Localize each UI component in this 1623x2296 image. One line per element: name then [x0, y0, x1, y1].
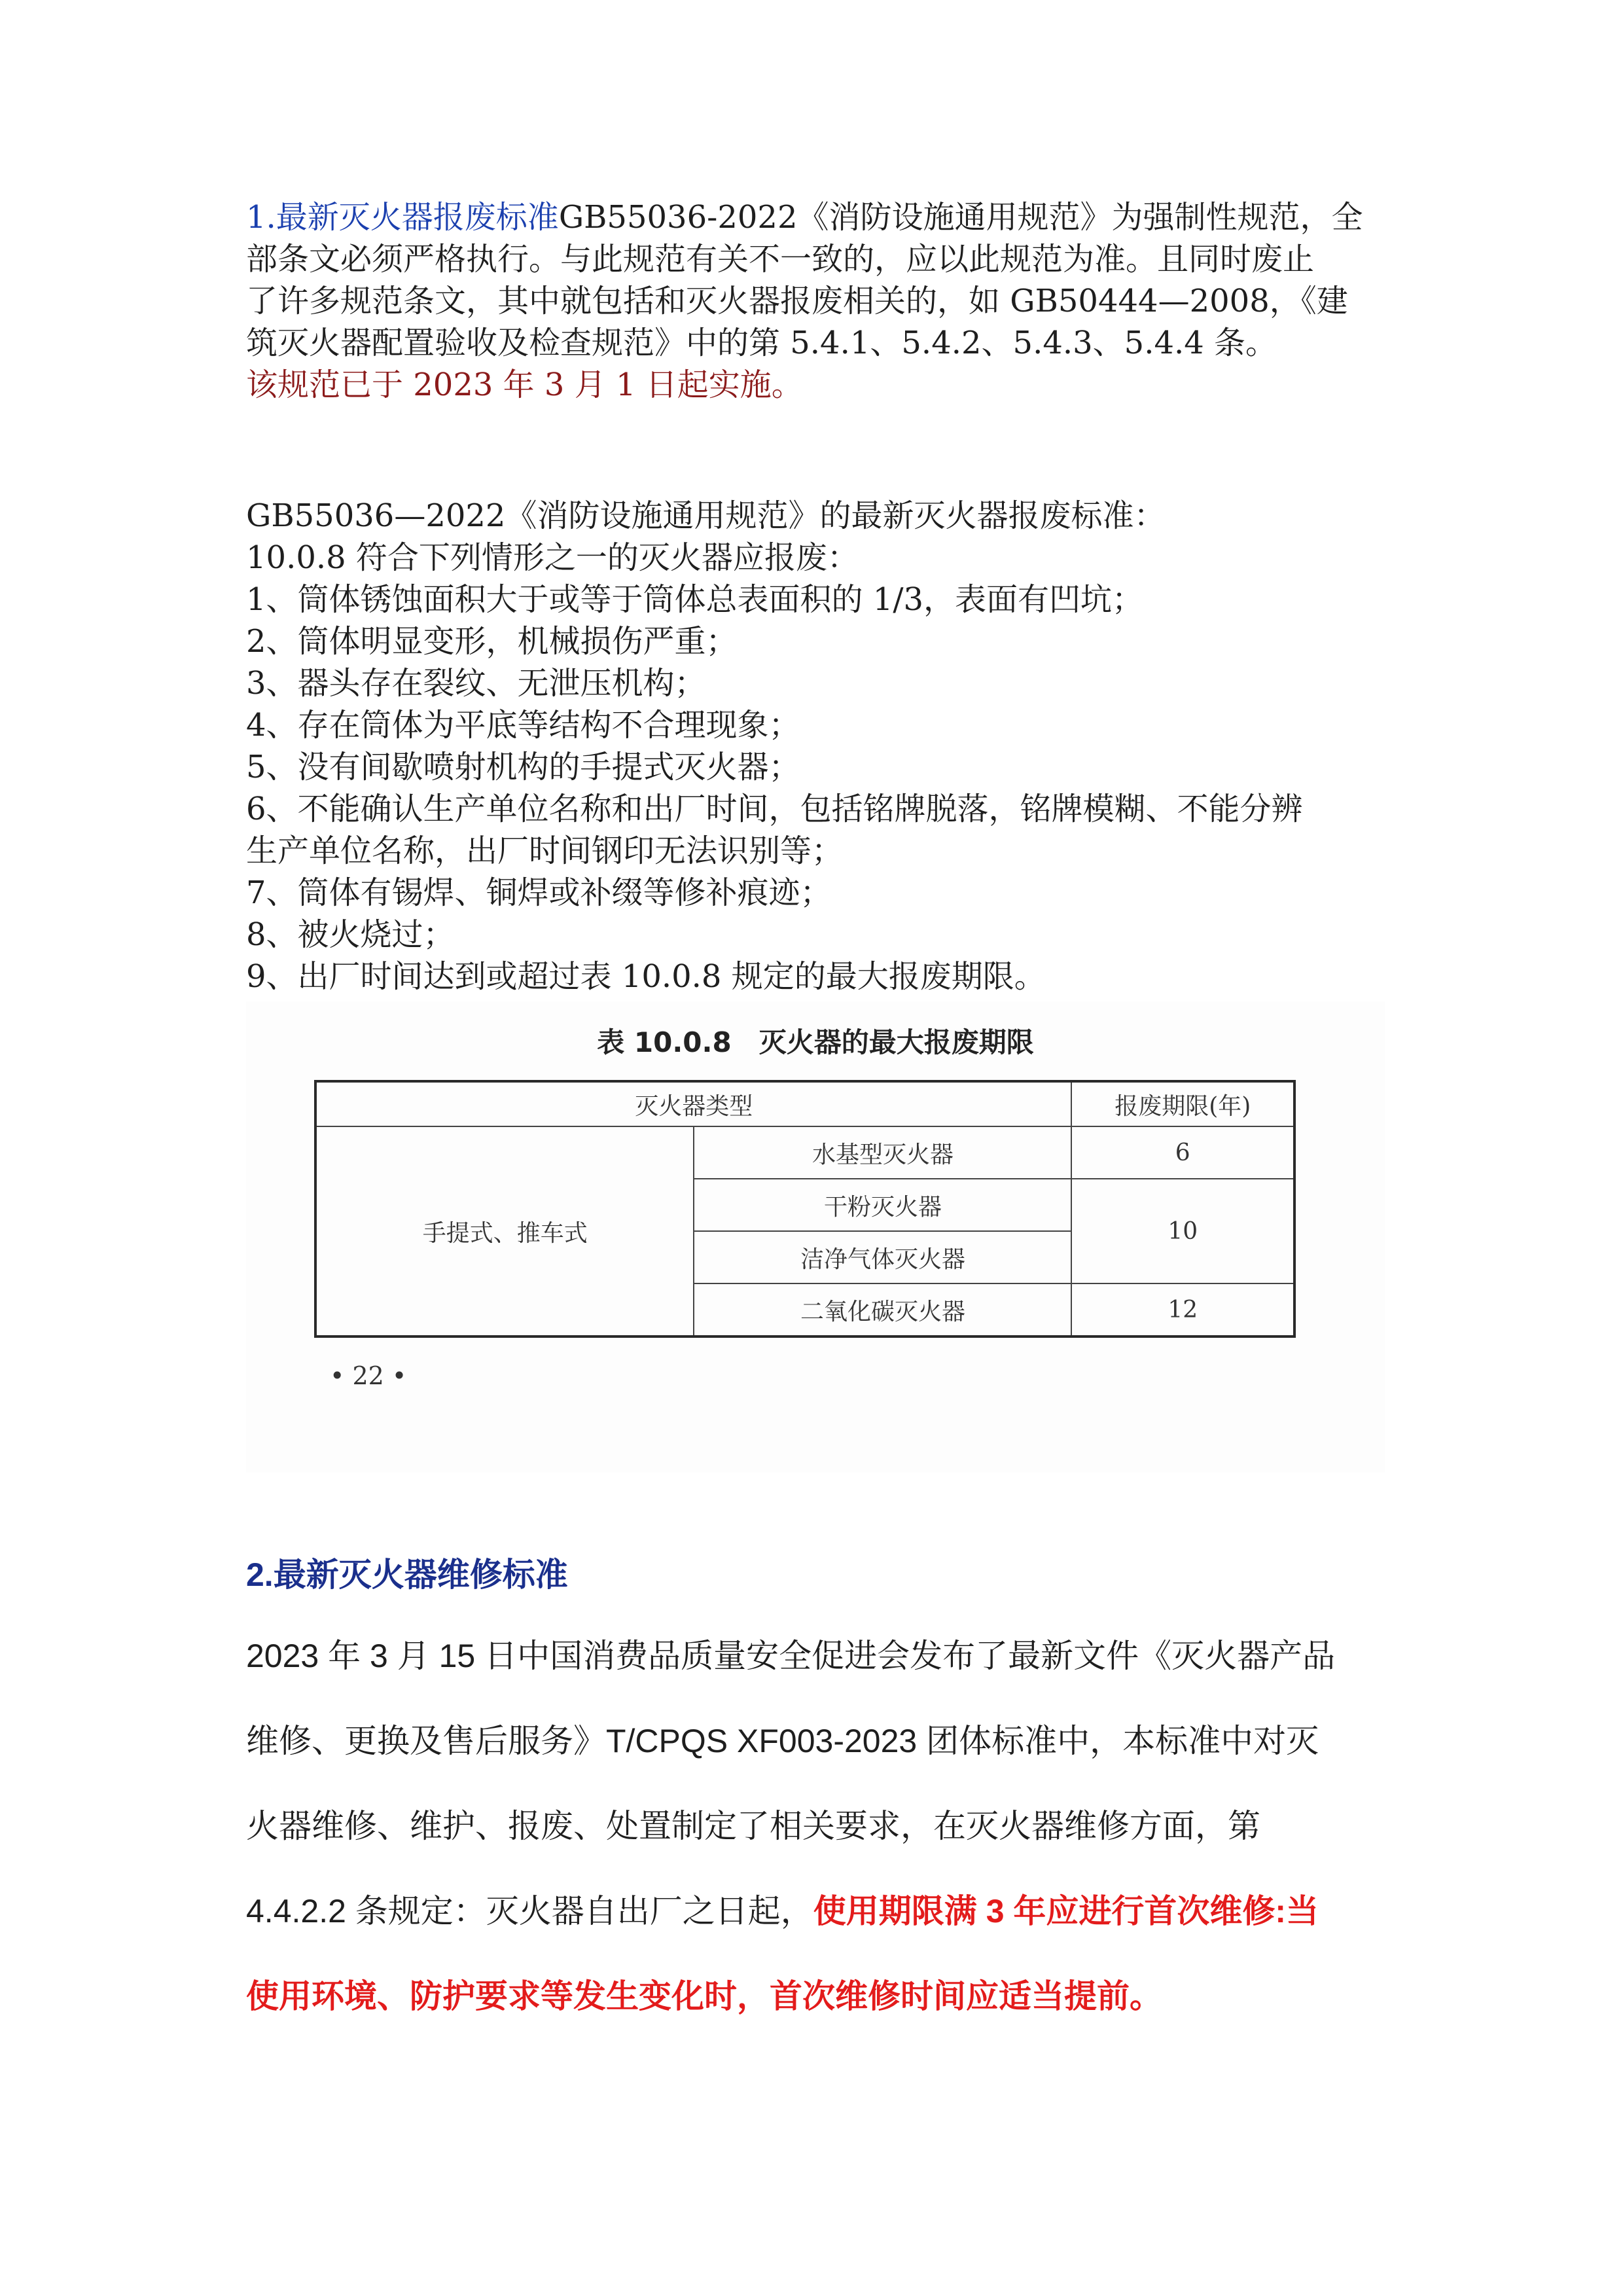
scrap-period-table-figure: [246, 1001, 1385, 1473]
section-1-line-2: 部条文必须严格执行。与此规范有关不一致的，应以此规范为准。且同时废止: [246, 241, 1315, 278]
table-caption: 表 10.0.8 灭火器的最大报废期限: [597, 1026, 1034, 1058]
type-cell: 洁净气体灭火器: [694, 1231, 1071, 1283]
scrap-period-table: [314, 1080, 1296, 1338]
maintenance-rule-highlight-2: 使用环境、防护要求等发生变化时，首次维修时间应适当提前。: [246, 1978, 1162, 2015]
section-2-intro: 10.0.8 符合下列情形之一的灭火器应报废：: [246, 539, 859, 576]
maintenance-rule-highlight: 使用期限满 3 年应进行首次维修:当: [813, 1893, 1319, 1929]
section-1-title: 1.最新灭火器报废标准: [246, 199, 559, 236]
section-1-line-4: 筑灭火器配置验收及检查规范》中的第 5.4.1、5.4.2、5.4.3、5.4.4 条。: [246, 325, 1277, 361]
section-2-heading: GB55036—2022《消防设施通用规范》的最新灭火器报废标准：: [246, 497, 1166, 534]
section-3-heading: 2.最新灭火器维修标准: [246, 1556, 568, 1593]
table-row: [315, 1126, 1294, 1179]
section-1-effective-date: 该规范已于 2023 年 3 月 1 日起实施。: [246, 367, 803, 403]
list-item: 1、筒体锈蚀面积大于或等于筒体总表面积的 1/3，表面有凹坑；: [246, 581, 1144, 618]
type-cell: 干粉灭火器: [694, 1179, 1071, 1231]
list-item: 7、筒体有锡焊、铜焊或补缀等修补痕迹；: [246, 874, 832, 911]
header-type: 灭火器类型: [315, 1081, 1071, 1126]
list-item: 8、被火烧过；: [246, 916, 455, 953]
section-3-line-4: [246, 1885, 1319, 1932]
list-item: 5、没有间歇喷射机构的手提式灭火器；: [246, 749, 800, 785]
list-item: 4、存在筒体为平底等结构不合理现象；: [246, 707, 800, 744]
years-cell: 10: [1071, 1179, 1294, 1283]
group-cell: 手提式、推车式: [315, 1126, 694, 1336]
page-number: • 22 •: [330, 1361, 407, 1390]
header-years: 报废期限(年): [1071, 1081, 1294, 1126]
section-1-line-1: [246, 196, 1385, 238]
type-cell: 水基型灭火器: [694, 1126, 1071, 1179]
section-1-line-3: 了许多规范条文，其中就包括和灭火器报废相关的，如 GB50444—2008，《建: [246, 283, 1348, 319]
years-cell: 6: [1071, 1126, 1294, 1179]
type-cell: 二氧化碳灭火器: [694, 1283, 1071, 1336]
section-3-line-4-text: 4.4.2.2 条规定：灭火器自出厂之日起，: [246, 1893, 813, 1929]
list-item: 生产单位名称，出厂时间钢印无法识别等；: [246, 833, 844, 869]
section-3-line-2: 维修、更换及售后服务》T/CPQS XF003-2023 团体标准中，本标准中对灭: [246, 1723, 1319, 1759]
section-1: [246, 196, 1385, 406]
section-3-line-1: 2023 年 3 月 15 日中国消费品质量安全促进会发布了最新文件《灭火器产品: [246, 1638, 1336, 1674]
list-item: 2、筒体明显变形，机械损伤严重；: [246, 623, 738, 660]
table-header-row: [315, 1081, 1294, 1126]
list-item: 6、不能确认生产单位名称和出厂时间，包括铭牌脱落，铭牌模糊、不能分辨: [246, 791, 1303, 827]
list-item: 9、出厂时间达到或超过表 10.0.8 规定的最大报废期限。: [246, 958, 1046, 995]
section-1-line-1-text: GB55036-2022《消防设施通用规范》为强制性规范，全: [558, 199, 1363, 236]
list-item: 3、器头存在裂纹、无泄压机构；: [246, 665, 706, 702]
section-3-line-3: 火器维修、维护、报废、处置制定了相关要求，在灭火器维修方面，第: [246, 1808, 1260, 1844]
years-cell: 12: [1071, 1283, 1294, 1336]
